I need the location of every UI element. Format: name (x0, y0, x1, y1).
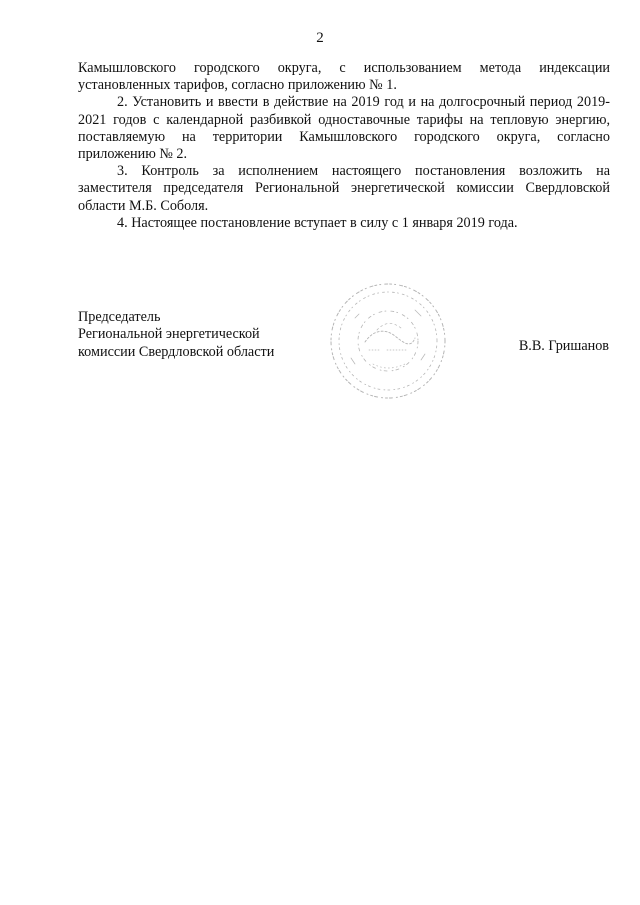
signature-title-line: комиссии Свердловской области (78, 343, 275, 360)
paragraph-2: 2. Установить и ввести в действие на 2019 год и на долгосрочный период 2019-2021 годов с календарной разбивкой одноставочные тарифы на тепловую энергию, поставляемую на территории Камышловского городского округа, согласно приложению № 2. (78, 94, 610, 163)
document-body (78, 60, 610, 232)
paragraph-1: Камышловского городского округа, с использованием метода индексации установленных тарифов, согласно приложению № 1. (78, 60, 610, 94)
paragraph-4: 4. Настоящее постановление вступает в силу с 1 января 2019 года. (117, 214, 518, 231)
page-number: 2 (316, 30, 324, 46)
signature-title-line: Председатель (78, 309, 161, 325)
seal-stamp-icon (325, 278, 451, 404)
signature-title-line: Региональной энергетической (78, 326, 260, 343)
signatory-name: В.В. Гришанов (518, 338, 609, 354)
paragraph-3: 3. Контроль за исполнением настоящего постановления возложить на заместителя председателя Региональной энергетической комиссии Свердловской области М.Б. Соболя. (78, 163, 610, 214)
